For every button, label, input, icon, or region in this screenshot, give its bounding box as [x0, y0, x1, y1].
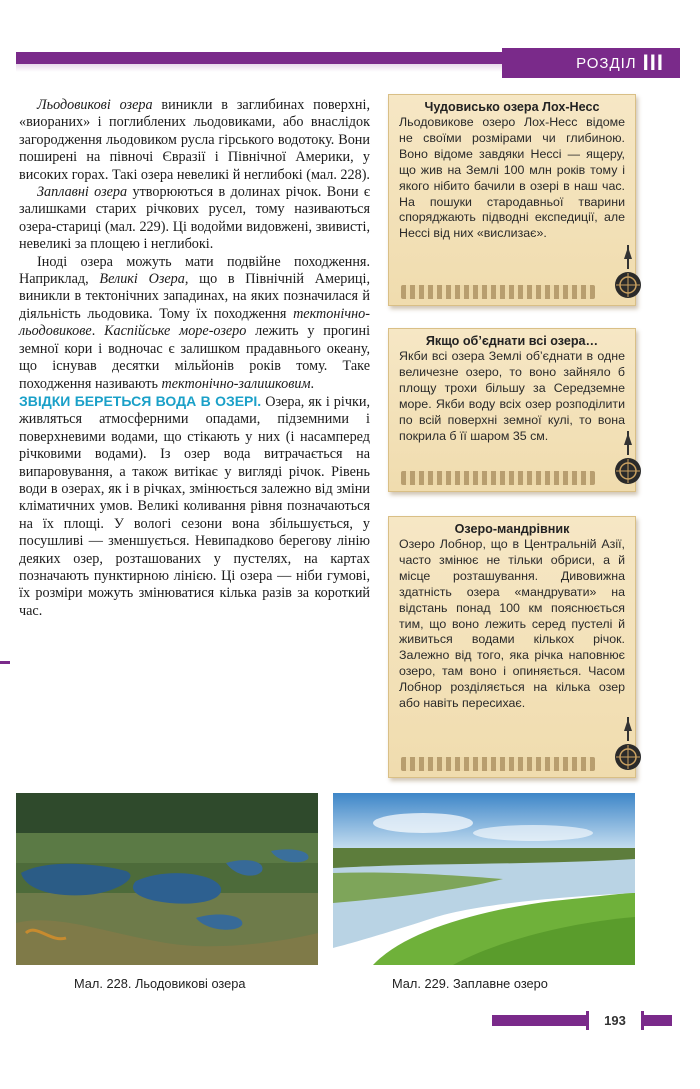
paragraph-text: , що в Північній Америці, виникли в тектонічних западинах, на яких позначилася й діяльність льодовика. Тому їх походження — [19, 271, 371, 322]
section-tab — [502, 48, 680, 78]
paragraph-water-source — [19, 393, 370, 620]
footer-bar — [492, 1015, 672, 1026]
compass-icon — [613, 243, 643, 303]
paragraph-text: виникли в заглибинах поверхні, «виораних» і поглиблених льодовиками, або внаслідок загородження льодовиком русла гірського водотоку. Вони поширені на півночі Євразії і Північної Америки, у високих горах. Такі озера невеликі й неглибокі (мал. 228). — [19, 97, 370, 183]
term-great-lakes: Великі Озера — [99, 271, 185, 288]
section-label: РОЗДІЛ — [576, 54, 637, 72]
paragraph-text: Озера, як і річки, живляться атмосферними опадами, підземними і поверхневими водами, що стікають у них (і насамперед річковими водами). Із озер вода витрачається на випаровування, а також витікає у вигляді річок. Рівень води в озерах, як і в річках, змінюється залежно від зміни кліматичних умов. Великі коливання рівня позначаються на їх площі. У вологі сезони вона збільшується, у посушливі — зменшується. Невипадково берегову лінію деяких озер, розташованих у пустелях, на картах позначають пунктирною лінією. Ці озера — ніби гумові, їх розміри можуть змінюватися кілька разів за короткий час. — [19, 393, 370, 619]
section-number: III — [642, 50, 664, 75]
info-box-wandering-lake — [388, 516, 636, 778]
paragraph-text: Іноді озера можуть мати подвійне походження. Наприклад, — [19, 253, 370, 288]
paragraph-floodplain-lakes — [19, 184, 370, 254]
paragraph-text: утворюються в долинах річок. Вони є залишками старих річкових русел, тому називаються озера-стариці (мал. 229). Ці водойми видовжені, звивисті, невеликі за площею і неглибокі. — [19, 184, 371, 253]
info-box-all-lakes — [388, 328, 636, 492]
info-box-title: Чудовисько озера Лох-Несс — [424, 100, 600, 114]
term-floodplain-lakes: Заплавні озера — [37, 184, 128, 201]
term-caspian: Каспійське море-озеро — [104, 323, 247, 340]
header-fade — [16, 64, 502, 72]
compass-icon — [613, 715, 643, 775]
compass-icon — [613, 429, 643, 489]
main-text-column — [19, 97, 370, 620]
info-box-body: Якби всі озера Землі об’єднати в одне величезне озеро, то воно зайняло б площу трохи більшу за Середземне море. Якби воду всіх озер розподілити по всій поверхні земної кулі, то вона покрила б її шаром 35 см. — [399, 349, 625, 443]
info-box-title: Озеро-мандрівник — [454, 522, 570, 536]
caption-fig-228: Мал. 228. Льодовикові озера — [74, 976, 246, 991]
term-tectonic-glacial: тектонічно-льодовикове — [19, 305, 370, 340]
term-glacial-lakes: Льодовикові озера — [37, 97, 153, 113]
paragraph-glacial-lakes — [19, 97, 370, 184]
info-box-body: Льодовикове озеро Лох-Несс відоме не своїми розмірами чи глибиною. Воно відоме завдяки Нессі — ящеру, що жив на Землі 100 млн років тому і якого нібито бачили в озері в наш час. На пошуки стародавньої тварини споряджають підводні експедиції, але Нессі від них «вислизає». — [399, 115, 625, 241]
paragraph-dual-origin — [19, 254, 370, 393]
paragraph-text: . — [310, 375, 315, 392]
section-heading: ЗВІДКИ БЕРЕТЬСЯ ВОДА В ОЗЕРІ. — [19, 392, 262, 409]
photo-floodplain-lake — [333, 793, 635, 965]
term-tectonic-residual: тектонічно-залишковим — [161, 375, 311, 392]
caravan-decoration — [401, 757, 595, 771]
info-box-body: Озеро Лобнор, що в Центральній Азії, часто змінює не тільки обриси, а й місце розташування. Дивовижна здатність озера «мандрувати» на відстань понад 100 км пояснюється тим, що воно лежить серед пустелі й живиться водами кількох річок. Залежно від того, яка річка наповнює озеро, там воно і опиняється. Часом Лобнор розділяється на кілька озер або навіть пересихає. — [399, 537, 625, 711]
paragraph-text: . — [91, 323, 105, 340]
paragraph-text: лежить у прогині земної кори і водночас є залишком прадавнього океану, що існував десятки мільйонів років тому. Таке походження називають — [19, 323, 371, 392]
caption-fig-229: Мал. 229. Заплавне озеро — [392, 976, 548, 991]
caravan-decoration — [401, 471, 595, 485]
caravan-decoration — [401, 285, 595, 299]
info-box-title: Якщо об’єднати всі озера… — [425, 334, 599, 348]
photo-glacial-lakes — [16, 793, 318, 965]
margin-marker — [0, 661, 10, 664]
page-number: 193 — [586, 1011, 644, 1030]
header-band — [16, 52, 502, 64]
info-box-loch-ness — [388, 94, 636, 306]
